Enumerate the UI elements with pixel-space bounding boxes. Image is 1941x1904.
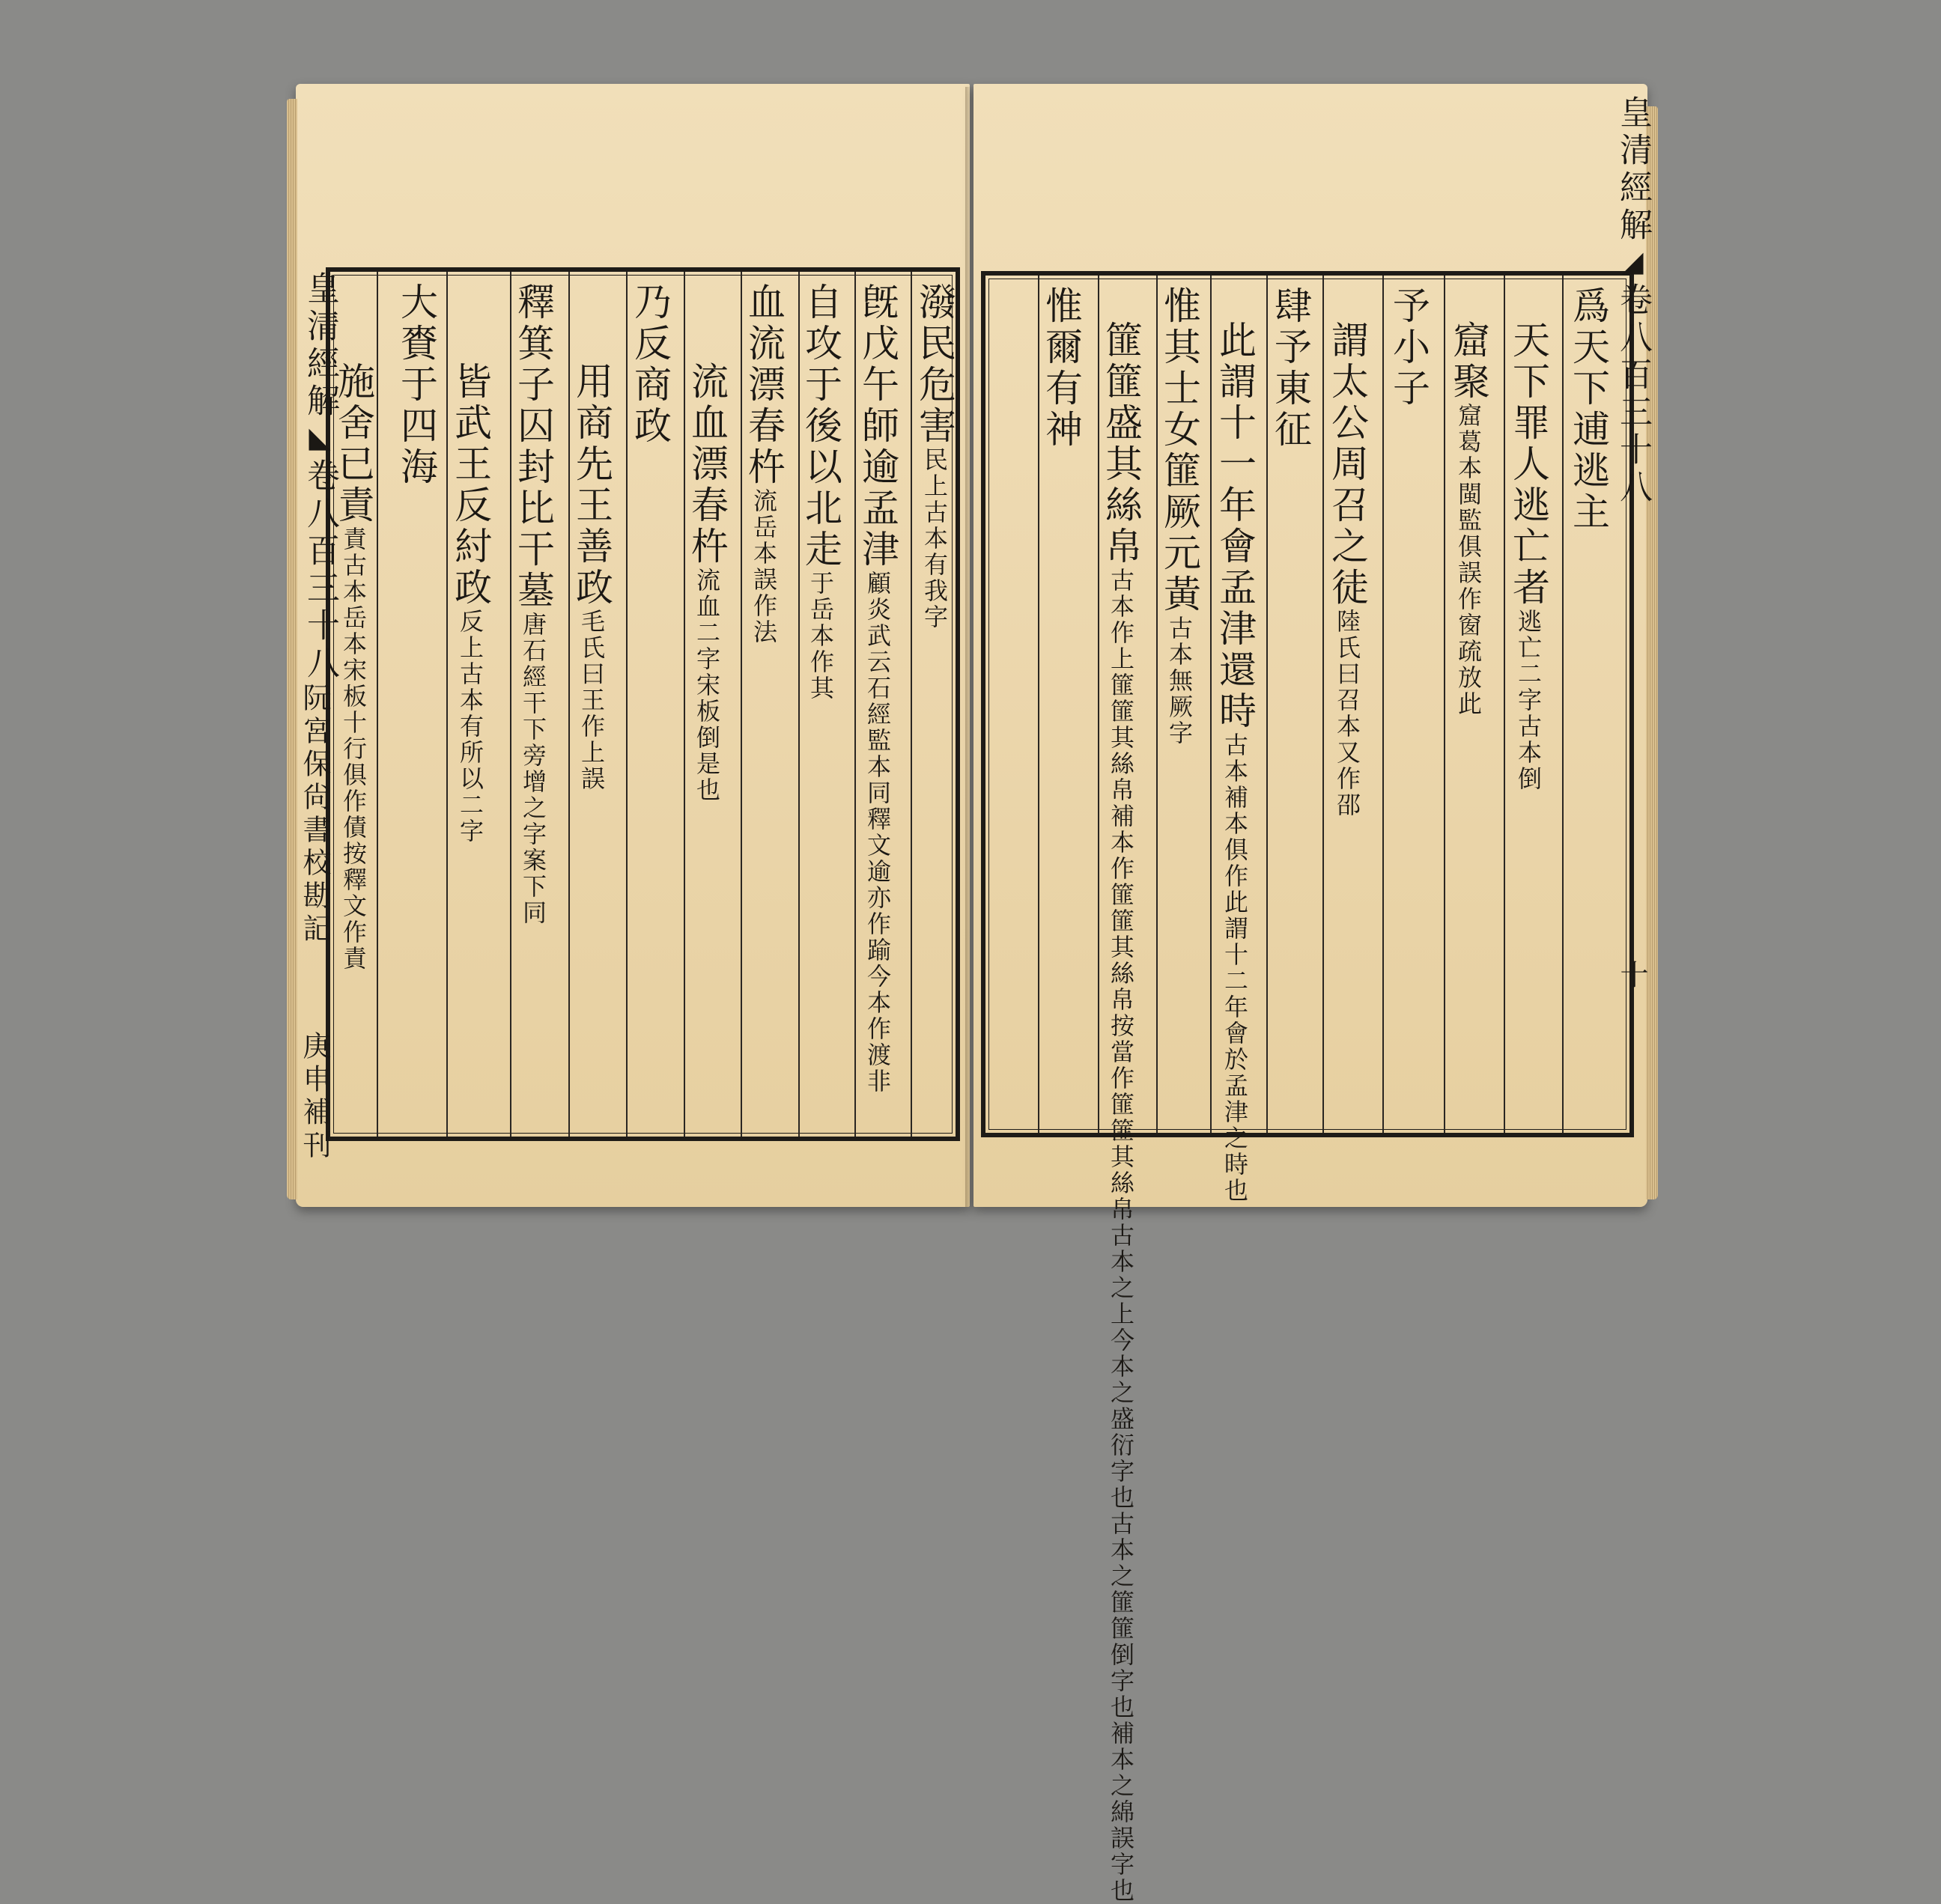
column-main-text: 大賚于四海 (395, 282, 438, 488)
column-note-text: 反上古本有所以二字 (456, 609, 485, 845)
left-column-7 (570, 362, 613, 792)
banxin-title: 皇清經解 (1614, 95, 1652, 245)
column-note-text: 古本補本俱作此謂十二年會於孟津之時也 (1221, 732, 1249, 1204)
right-column-5 (1325, 320, 1369, 818)
banxin-volume: 卷八百三十八 (301, 458, 339, 683)
column-main-text: 此謂十一年會孟津還時 (1213, 320, 1257, 732)
left-column-6 (628, 282, 672, 447)
column-note-text: 顧炎武云石經監本同釋文逾亦作踰今本作渡非 (863, 571, 892, 1095)
column-main-text: 釋箕子囚封比干墓 (511, 282, 555, 612)
left-column-3 (799, 282, 842, 702)
column-note-text: 古本作上篚篚其絲帛補本作篚篚其絲帛按當作篚篚其絲帛古本之上今本之盛衍字也古本之篚篚倒字也補本之綿誤字也 (1107, 568, 1135, 1904)
left-column-5 (685, 362, 729, 803)
column-note-text: 流岳本誤作法 (750, 488, 778, 645)
banxin-folio: 十 (1615, 960, 1648, 993)
column-note-text: 毛氏曰王作上誤 (577, 609, 606, 792)
column-note-text: 民上古本有我字 (920, 447, 949, 630)
left-column-9 (449, 362, 492, 845)
column-main-text: 皆武王反紂政 (449, 362, 492, 609)
left-column-10 (395, 282, 438, 488)
column-note-text: 于岳本作其 (807, 571, 835, 702)
column-note-text: 古本無厥字 (1165, 615, 1194, 746)
banxin-publisher: 阮宮保尙書校勘記 (298, 683, 331, 946)
left-column-4 (742, 282, 786, 645)
left-column-1 (913, 282, 956, 630)
fishtail-icon: ◢ (1616, 245, 1649, 282)
right-page (973, 84, 1652, 1904)
left-column-2 (856, 282, 899, 1095)
left-column-8 (511, 282, 555, 926)
banxin-volume: 卷八百三十八 (1614, 282, 1652, 507)
column-main-text: 施舍已責 (332, 362, 375, 526)
right-column-8 (1158, 286, 1201, 746)
column-note-text: 流血二字宋板倒是也 (693, 568, 721, 803)
column-main-text: 旣戊午師逾孟津 (856, 282, 899, 571)
column-main-text: 爲天下逋逃主 (1567, 286, 1610, 533)
column-note-text: 窟葛本閩監俱誤作窗疏放此 (1454, 403, 1483, 717)
column-main-text: 流血漂春杵 (685, 362, 729, 568)
banxin-title: 皇清經解 (301, 271, 339, 421)
column-note-text: 唐石經干下旁增之字案下同 (519, 612, 547, 926)
column-main-text: 惟其士女篚厥元黃 (1158, 286, 1201, 615)
right-column-6 (1269, 286, 1312, 451)
banxin-right (1609, 95, 1656, 507)
right-column-10 (1039, 286, 1083, 451)
fishtail-icon: ◣ (303, 421, 336, 458)
banxin-edition: 庚申補刊 (298, 1031, 331, 1163)
column-main-text: 潑民危害 (913, 282, 956, 447)
column-note-text: 逃亡二字古本倒 (1514, 609, 1543, 792)
right-column-3 (1447, 320, 1490, 717)
column-main-text: 謂太公周召之徒 (1325, 320, 1369, 609)
column-note-text: 陸氏曰召本又作邵 (1333, 609, 1361, 818)
column-note-text: 責古本岳本宋板十行俱作債按釋文作責 (339, 526, 368, 972)
column-main-text: 肆予東征 (1269, 286, 1312, 451)
right-column-7 (1213, 320, 1257, 1204)
banxin-left (296, 271, 344, 683)
column-main-text: 天下罪人逃亡者 (1507, 320, 1550, 609)
right-column-4 (1387, 286, 1430, 410)
column-main-text: 篚篚盛其絲帛 (1099, 320, 1143, 568)
column-main-text: 用商先王善政 (570, 362, 613, 609)
column-main-text: 惟爾有神 (1039, 286, 1083, 451)
right-column-9 (1099, 320, 1143, 1904)
left-page (296, 84, 970, 1207)
right-column-1 (1567, 286, 1610, 533)
right-text-frame (981, 271, 1634, 1904)
column-main-text: 予小子 (1387, 286, 1430, 410)
column-main-text: 自攻于後以北走 (799, 282, 842, 571)
column-main-text: 乃反商政 (628, 282, 672, 447)
open-book (296, 84, 1652, 1904)
column-main-text: 血流漂春杵 (742, 282, 786, 488)
right-column-2 (1507, 320, 1550, 792)
left-text-frame (326, 267, 960, 1141)
column-main-text: 窟聚 (1447, 320, 1490, 403)
